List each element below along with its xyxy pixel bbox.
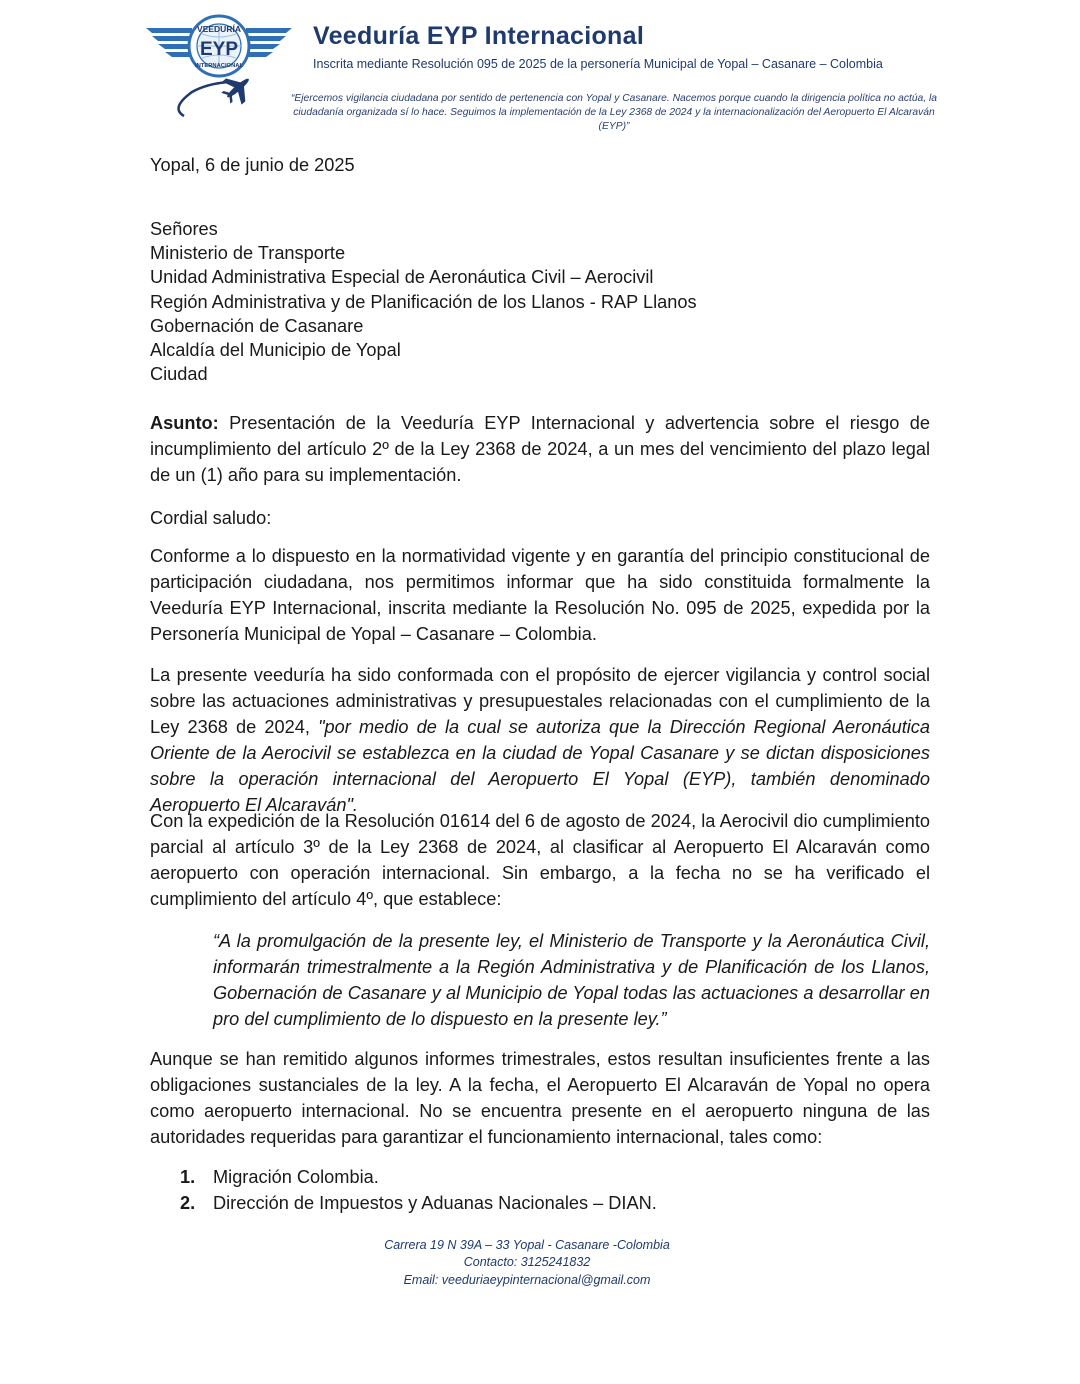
right-wing-shape: [244, 28, 292, 57]
footer-contact: Contacto: 3125241832: [463, 1255, 591, 1269]
veeduria-logo: [140, 12, 298, 124]
recipient-line: Gobernación de Casanare: [150, 315, 364, 336]
subject-paragraph: [150, 410, 930, 488]
left-wing-shape: [146, 28, 194, 57]
paragraph-2-intro: La presente veeduría ha sido conformada con el propósito de ejercer vigilancia y control social sobre las actuaciones administrativas y presupuestales relacionadas con el cumplimiento de la Ley 2368 de 2024,: [150, 665, 930, 737]
recipient-line: Ministerio de Transporte: [150, 243, 346, 264]
recipient-line: Región Administrativa y de Planificación de los Llanos - RAP Llanos: [150, 291, 697, 312]
recipient-line: Ciudad: [150, 364, 208, 385]
footer-email: Email: veeduriaeypinternacional@gmail.com: [403, 1273, 651, 1287]
recipient-line: Alcaldía del Municipio de Yopal: [150, 340, 401, 361]
paragraph-1: Conforme a lo dispuesto en la normatividad vigente y en garantía del principio constitucional de participación ciudadana, nos permitimos informar que ha sido constituida formalmente la Veeduría EYP Internacional, inscrita mediante la Resolución No. 095 de 2025, expedida por la Personería Municipal de Yopal – Casanare – Colombia.: [150, 546, 930, 644]
recipient-line: Unidad Administrativa Especial de Aeronáutica Civil – Aerocivil: [150, 267, 654, 288]
recipients-block: [150, 217, 930, 386]
list-text: Migración Colombia.: [213, 1167, 379, 1187]
paragraph-4: Aunque se han remitido algunos informes trimestrales, estos resultan insuficientes frente a las obligaciones sustanciales de la ley. A la fecha, el Aeropuerto El Alcaraván de Yopal no opera como aeropuerto internacional. No se encuentra presente en el aeropuerto ninguna de las autoridades requeridas para garantizar el funcionamiento internacional, tales como:: [150, 1049, 930, 1147]
list-text: Dirección de Impuestos y Aduanas Nacionales – DIAN.: [213, 1193, 657, 1213]
list-number: 2.: [180, 1193, 196, 1213]
paragraph-2: [150, 662, 930, 818]
organization-motto: “Ejercemos vigilancia ciudadana por sentido de pertenencia con Yopal y Casanare. Nacemos porque cuando la dirigencia política no actúa, la ciudadanía organizada sí lo hace. Seguimos la implementación de la Ley 2368 de 2024 y la internacionalización del Aeropuerto El Alcaraván (EYP)”: [290, 93, 938, 132]
list-item: [180, 1190, 657, 1216]
logo-ring-text: INTERNACIONAL: [195, 63, 243, 69]
subject-label: Asunto:: [150, 413, 219, 433]
subject-text: Presentación de la Veeduría EYP Internacional y advertencia sobre el riesgo de incumplimiento del artículo 2º de la Ley 2368 de 2024, a un mes del vencimiento del plazo legal de un (1) año para su implementación.: [150, 413, 930, 485]
authorities-list: [180, 1164, 657, 1216]
paragraph-2-law-title: "por medio de la cual se autoriza que la Dirección Regional Aeronáutica Oriente de la Aerocivil se establezca en la ciudad de Yopal Casanare y se dictan disposiciones sobre la operación internacional del Aeropuerto El Yopal (EYP), también denominado Aeropuerto El Alcaraván".: [150, 717, 930, 815]
organization-name: Veeduría EYP Internacional: [313, 22, 645, 50]
organization-subtitle: Inscrita mediante Resolución 095 de 2025 de la personería Municipal de Yopal – Casanare – Colombia: [313, 57, 883, 71]
logo-top-text: VEEDURÍA: [197, 24, 241, 34]
flight-path-shape: [179, 82, 228, 116]
list-number: 1.: [180, 1167, 196, 1187]
footer-address: Carrera 19 N 39A – 33 Yopal - Casanare -Colombia: [384, 1238, 670, 1252]
recipient-line: Señores: [150, 219, 218, 239]
logo-main-text: EYP: [199, 39, 239, 60]
paragraph-3: Con la expedición de la Resolución 01614 del 6 de agosto de 2024, la Aerocivil dio cumplimiento parcial al artículo 3º de la Ley 2368 de 2024, al clasificar al Aeropuerto El Alcaraván como aeropuerto con operación internacional. Sin embargo, a la fecha no se ha verificado el cumplimiento del artículo 4º, que establece:: [150, 811, 930, 909]
greeting: Cordial saludo:: [150, 508, 272, 528]
article-4-quote: “A la promulgación de la presente ley, el Ministerio de Transporte y la Aeronáutica Civil, informarán trimestralmente a la Región Administrativa y de Planificación de los Llanos, Gobernación de Casanare y al Municipio de Yopal todas las actuaciones a desarrollar en pro del cumplimiento de lo dispuesto en la presente ley.”: [213, 931, 930, 1029]
letter-date: Yopal, 6 de junio de 2025: [150, 155, 355, 175]
list-item: [180, 1164, 657, 1190]
